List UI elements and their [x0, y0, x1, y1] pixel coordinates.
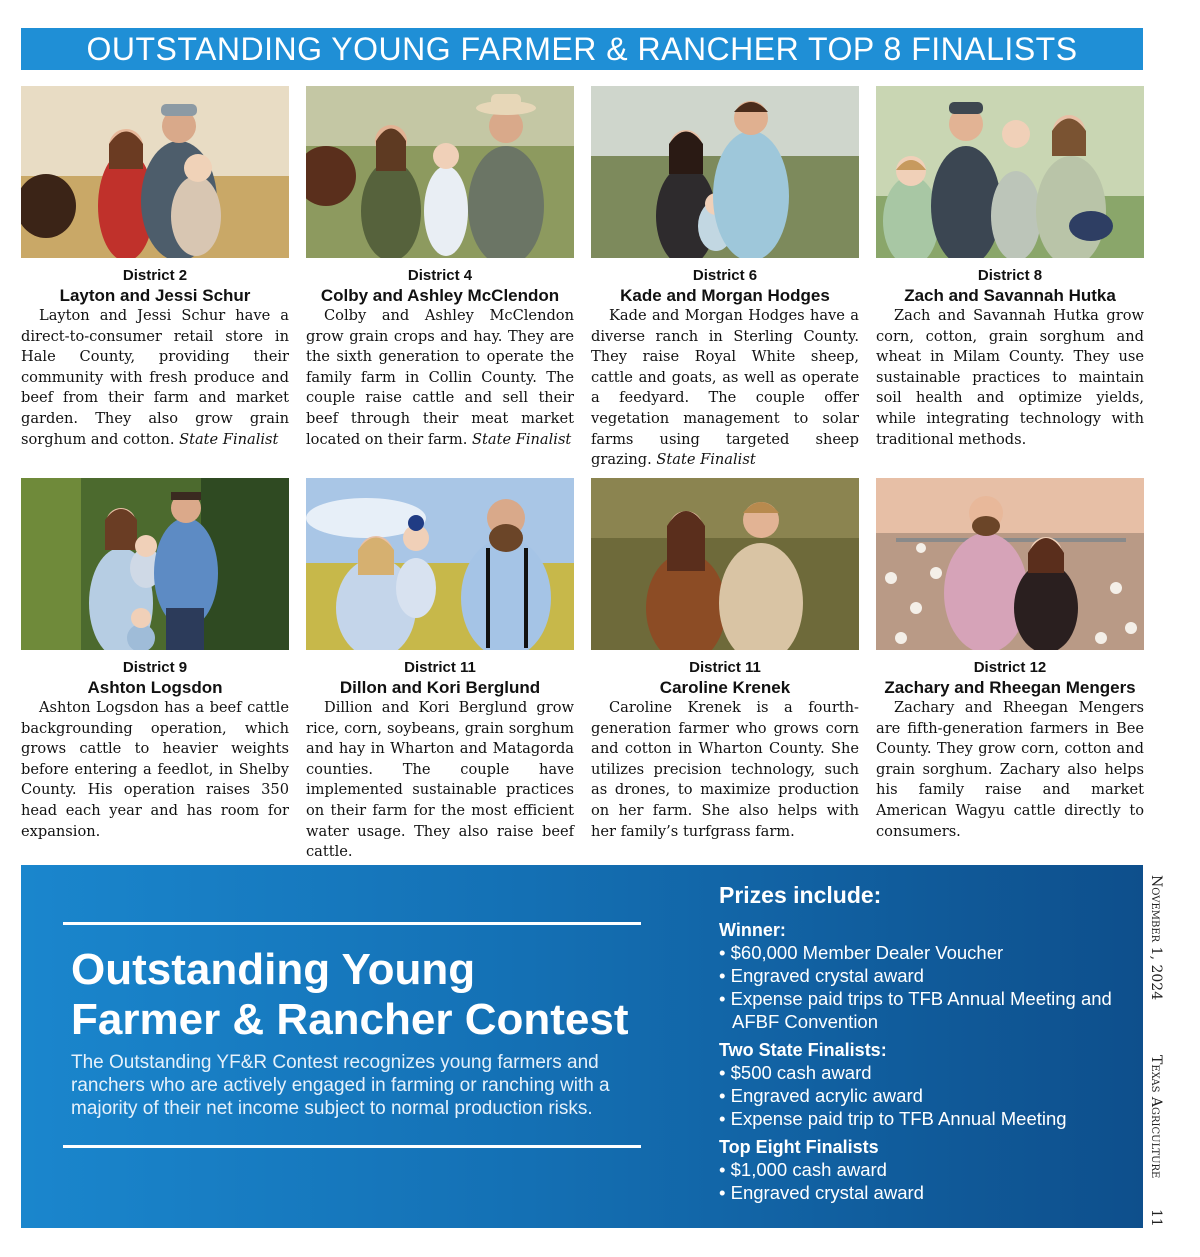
finalist-bio: Layton and Jessi Schur have a direct-to-consumer retail store in Hale County, providing their community with fresh produce and beef from their farm and market garden. They also grow grain sorghum and cotton. State Finalist: [21, 307, 289, 448]
finalist-status: State Finalist: [472, 430, 572, 448]
finalist-bio: Dillion and Kori Berglund grow rice, corn, soybeans, grain sorghum and hay in Wharton and Matagorda counties. The couple have implemented sustainable practices on their farm for the most efficient water usage. They also raise beef cattle.: [306, 699, 574, 861]
finalist-bio: Zachary and Rheegan Mengers are fifth-generation farmers in Bee County. They grow corn, cotton and grain sorghum. Zachary also helps his family raise and market American Wagyu cattle directly to consumers.: [876, 699, 1144, 840]
finalist-photo: [306, 478, 574, 650]
finalist-card: [876, 86, 1144, 450]
prizes-heading: Prizes include:: [719, 882, 882, 908]
prize-group-winner: [719, 919, 1119, 1033]
page-banner: [21, 28, 1143, 70]
district-label: District 12: [973, 659, 1047, 676]
prize-item: • Engraved acrylic award: [719, 1084, 1119, 1107]
finalist-names: Layton and Jessi Schur: [59, 286, 251, 305]
finalist-names: Caroline Krenek: [659, 678, 791, 697]
prize-item: • $500 cash award: [719, 1061, 1119, 1084]
finalist-names: Colby and Ashley McClendon: [320, 286, 560, 305]
prize-group-title: Top Eight Finalists: [719, 1137, 879, 1157]
prize-item: • Engraved crystal award: [719, 1181, 1119, 1204]
finalist-status: State Finalist: [179, 430, 279, 448]
finalist-bio: Ashton Logsdon has a beef cattle backgrounding operation, which grows cattle to heavier weights before entering a feedlot, in Shelby County. His operation raises 350 head each year and has room for expansion.: [21, 699, 289, 840]
prize-group-state-finalists: [719, 1039, 1119, 1130]
finalist-status: State Finalist: [656, 451, 756, 469]
prizes-list: [719, 882, 1119, 1204]
finalist-bio: Kade and Morgan Hodges have a diverse ranch in Sterling County. They raise Royal White sheep, cattle and goats, as well as operate a feedyard. The couple offer vegetation management to solar farms using targeted sheep grazing. State Finalist: [591, 307, 859, 469]
district-label: District 8: [977, 267, 1043, 284]
finalist-card: [591, 86, 859, 471]
divider-bottom: [63, 1145, 641, 1148]
prize-group-title: Winner:: [719, 920, 786, 940]
page-sidebar: [1145, 875, 1167, 1235]
publication-name: Texas Agriculture: [1148, 1055, 1164, 1179]
finalist-photo: [876, 478, 1144, 650]
finalist-names: Zach and Savannah Hutka: [904, 286, 1116, 305]
district-label: District 2: [122, 267, 188, 284]
district-label: District 6: [692, 267, 758, 284]
finalist-names: Kade and Morgan Hodges: [620, 286, 830, 305]
finalist-card: [21, 86, 289, 450]
page-number: 11: [1148, 1209, 1164, 1227]
finalist-bio: Caroline Krenek is a fourth-generation farmer who grows corn and cotton in Wharton County. She utilizes precision technology, such as drones, to maximize production on her farm. She also helps with her family’s turfgrass farm.: [591, 699, 859, 840]
contest-description: The Outstanding YF&R Contest recognizes young farmers and ranchers who are actively engaged in farming or ranching with a majority of their net income subject to normal production risks.: [71, 1052, 610, 1119]
prize-item: • $1,000 cash award: [719, 1158, 1119, 1181]
finalist-photo: [591, 86, 859, 258]
finalist-photo: [21, 86, 289, 258]
finalist-names: Zachary and Rheegan Mengers: [884, 678, 1136, 697]
finalist-card: [21, 478, 289, 842]
banner-title: OUTSTANDING YOUNG FARMER & RANCHER TOP 8 FINALISTS: [86, 30, 1078, 67]
divider-top: [63, 922, 641, 925]
finalist-bio: Colby and Ashley McClendon grow grain crops and hay. They are the sixth generation to operate the family farm in Collin County. The couple raise cattle and sell their beef through their meat market located on their farm. State Finalist: [306, 307, 574, 448]
finalist-card: [306, 478, 574, 863]
issue-date: November 1, 2024: [1148, 875, 1164, 1001]
district-label: District 9: [122, 659, 188, 676]
district-label: District 4: [407, 267, 473, 284]
finalist-card: [306, 86, 574, 450]
prize-item: • $60,000 Member Dealer Voucher: [719, 941, 1119, 964]
contest-title: Outstanding Young Farmer & Rancher Contest: [71, 945, 629, 1044]
district-label: District 11: [689, 659, 761, 676]
finalist-photo: [21, 478, 289, 650]
finalist-card: [876, 478, 1144, 842]
district-label: District 11: [404, 659, 476, 676]
finalist-photo: [591, 478, 859, 650]
prize-group-top-eight: [719, 1136, 1119, 1204]
finalist-bio: Zach and Savannah Hutka grow corn, cotton, grain sorghum and wheat in Milam County. They use sustainable practices to maintain soil health and optimize yields, while integrating technology with traditional methods.: [876, 307, 1144, 448]
finalist-names: Ashton Logsdon: [87, 678, 223, 697]
prize-item: • Expense paid trip to TFB Annual Meeting: [719, 1107, 1119, 1130]
finalist-card: [591, 478, 859, 842]
prize-item: • Expense paid trips to TFB Annual Meeting and AFBF Convention: [719, 987, 1119, 1033]
finalist-photo: [306, 86, 574, 258]
finalist-photo: [876, 86, 1144, 258]
finalist-names: Dillon and Kori Berglund: [339, 678, 541, 697]
contest-panel: [21, 865, 1143, 1228]
prize-item: • Engraved crystal award: [719, 964, 1119, 987]
prize-group-title: Two State Finalists:: [719, 1040, 887, 1060]
